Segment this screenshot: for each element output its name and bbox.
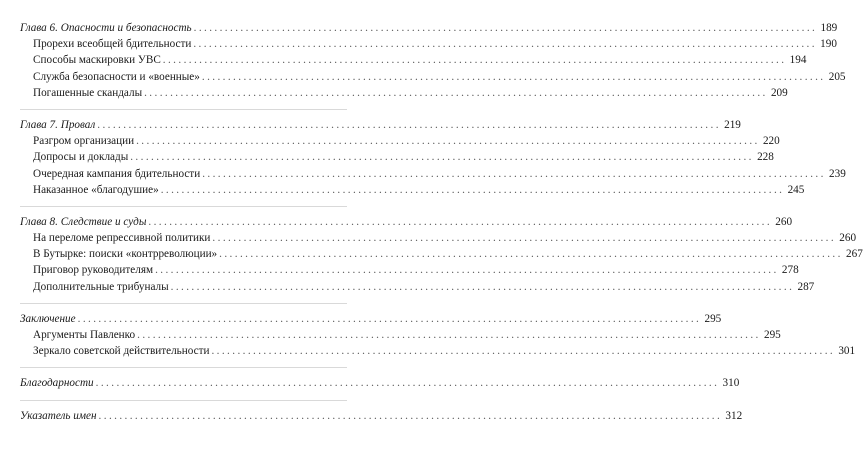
toc-entry[interactable] <box>20 280 815 297</box>
table-of-contents <box>20 22 863 441</box>
toc-page-number: 220 <box>762 135 780 148</box>
toc-chapter-entry[interactable] <box>20 312 722 329</box>
toc-entry-title: На переломе репрессивной политики <box>33 232 211 245</box>
toc-page-number: 267 <box>846 248 863 261</box>
toc-entry[interactable] <box>20 167 846 184</box>
leader-dots: ........................................................................................................................ <box>160 183 785 196</box>
toc-chapter-entry[interactable] <box>20 22 838 38</box>
toc-section-index <box>20 409 743 432</box>
toc-entry[interactable] <box>20 151 774 167</box>
leader-dots: ........................................................................................................................ <box>212 232 837 245</box>
toc-page-number: 301 <box>838 345 856 358</box>
toc-entry-title: Допросы и доклады <box>33 151 129 164</box>
toc-entry[interactable] <box>20 232 857 248</box>
leader-dots: ........................................................................................................................ <box>193 22 818 34</box>
toc-entry[interactable] <box>20 86 788 103</box>
leader-dots: ........................................................................................................................ <box>211 345 836 358</box>
toc-entry-title: Служба безопасности и «военные» <box>33 70 200 83</box>
toc-entry-title: В Бутырке: поиски «контрреволюции» <box>33 248 218 261</box>
leader-dots: ........................................................................................................................ <box>148 215 773 228</box>
toc-entry-title: Приговор руководителям <box>33 264 154 277</box>
leader-dots: ........................................................................................................................ <box>162 54 787 67</box>
toc-page-number: 205 <box>828 70 846 83</box>
toc-page-number: 228 <box>757 151 774 164</box>
leader-dots: ........................................................................................................................ <box>193 38 817 51</box>
toc-chapter-title: Глава 8. Следствие и суды <box>20 215 147 228</box>
toc-page-number: 260 <box>775 215 793 228</box>
toc-entry[interactable] <box>20 38 837 54</box>
toc-entry[interactable] <box>20 345 856 361</box>
toc-page-number: 295 <box>704 312 722 325</box>
leader-dots: ........................................................................................................................ <box>98 409 723 422</box>
toc-entry[interactable] <box>20 54 807 70</box>
toc-entry-title: Прорехи всеобщей бдительности <box>33 38 192 51</box>
toc-page-number: 239 <box>829 167 846 180</box>
toc-entry-title: Способы маскировки УВС <box>33 54 161 67</box>
toc-entry[interactable] <box>20 135 780 151</box>
leader-dots: ........................................................................................................................ <box>170 280 795 293</box>
leader-dots: ........................................................................................................................ <box>219 248 843 261</box>
toc-chapter-title: Благодарности <box>20 377 94 390</box>
toc-chapter-entry[interactable] <box>20 215 793 232</box>
toc-page-number: 312 <box>725 409 743 422</box>
leader-dots: ........................................................................................................................ <box>144 86 768 99</box>
toc-page-number: 260 <box>839 232 857 245</box>
toc-page-number: 219 <box>724 118 741 131</box>
toc-chapter-title: Заключение <box>20 312 76 325</box>
leader-dots: ........................................................................................................................ <box>77 312 702 325</box>
toc-entry[interactable] <box>20 183 805 200</box>
toc-chapter-entry[interactable] <box>20 409 743 426</box>
toc-entry-title: Аргументы Павленко <box>33 329 136 341</box>
leader-dots: ........................................................................................................................ <box>202 167 826 180</box>
toc-section-chapter-8 <box>20 215 863 304</box>
leader-dots: ........................................................................................................................ <box>95 377 720 390</box>
leader-dots: ........................................................................................................................ <box>97 118 721 131</box>
leader-dots: ........................................................................................................................ <box>137 329 761 341</box>
toc-entry[interactable] <box>20 264 799 280</box>
leader-dots: ........................................................................................................................ <box>130 151 754 164</box>
toc-section-conclusion <box>20 312 856 369</box>
toc-entry-title: Разгром организации <box>33 135 135 148</box>
toc-chapter-title: Глава 6. Опасности и безопасность <box>20 22 192 34</box>
toc-page-number: 310 <box>722 377 740 390</box>
toc-page-number: 189 <box>820 22 838 34</box>
leader-dots: ........................................................................................................................ <box>201 70 826 83</box>
toc-page-number: 194 <box>789 54 807 67</box>
toc-page-number: 295 <box>763 329 781 341</box>
toc-page-number: 190 <box>820 38 837 51</box>
toc-section-chapter-6 <box>20 22 846 110</box>
toc-entry[interactable] <box>20 248 863 264</box>
toc-section-acknowledgments <box>20 377 740 400</box>
toc-entry-title: Погашенные скандалы <box>33 86 143 99</box>
toc-page-number: 209 <box>770 86 788 99</box>
toc-page-number: 245 <box>787 183 805 196</box>
toc-chapter-title: Указатель имен <box>20 409 97 422</box>
toc-entry-title: Дополнительные трибуналы <box>33 280 169 293</box>
toc-chapter-title: Глава 7. Провал <box>20 118 96 131</box>
toc-entry[interactable] <box>20 329 781 345</box>
toc-page-number: 278 <box>781 264 799 277</box>
toc-chapter-entry[interactable] <box>20 118 741 135</box>
toc-entry-title: Наказанное «благодушие» <box>33 183 159 196</box>
leader-dots: ........................................................................................................................ <box>136 135 760 148</box>
toc-entry-title: Зеркало советской действительности <box>33 345 210 358</box>
toc-page-number: 287 <box>797 280 815 293</box>
leader-dots: ........................................................................................................................ <box>155 264 779 277</box>
toc-entry-title: Очередная кампания бдительности <box>33 167 201 180</box>
toc-section-chapter-7 <box>20 118 846 207</box>
toc-entry[interactable] <box>20 70 846 87</box>
toc-chapter-entry[interactable] <box>20 377 740 393</box>
